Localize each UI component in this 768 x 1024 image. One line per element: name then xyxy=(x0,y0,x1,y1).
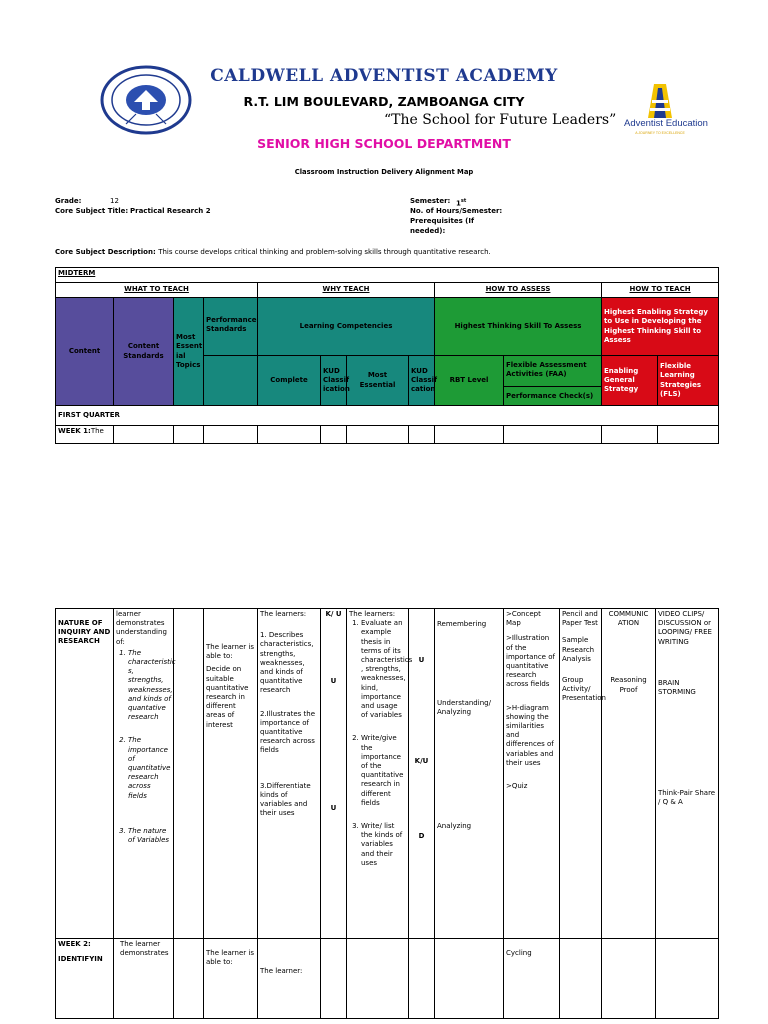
kud-classification-cell-1: K/ U U U xyxy=(321,609,347,939)
week-2-performance-cell: The learner is able to: xyxy=(204,939,258,1019)
performance-standards-header: Performance Standards xyxy=(204,298,258,356)
flexible-assessment-cell: >Concept Map >Illustration of the importance of quantitative research across fields >H-diagram showing the similarities and differences of variables and their uses >Quiz xyxy=(504,609,560,939)
performance-checks-cell: Pencil and Paper Test Sample Research Analysis Group Activity/ Presentation xyxy=(560,609,602,939)
subject-title-label: Core Subject Title: xyxy=(55,207,129,215)
essential-item-2: 2. Write/give the importance of the quantitative research in different fields xyxy=(361,734,406,808)
why-teach-header: WHY TEACH xyxy=(258,283,435,298)
semester-value: 1st xyxy=(456,198,467,208)
subject-description: Core Subject Description: This course develops critical thinking and problem-solving skills through quantitative research. xyxy=(55,248,491,256)
content-header: Content xyxy=(56,298,114,406)
first-quarter-label: FIRST QUARTER xyxy=(56,406,719,426)
performance-checks-header: Performance Check(s) xyxy=(506,391,594,400)
kud-classification-header-2: KUD Classif cation xyxy=(409,356,435,406)
week-detail-table xyxy=(55,608,719,1019)
essential-item-1: 1. Evaluate an example thesis in terms of its characteristics , strengths, weaknesses, kind, importance and usage of variables xyxy=(361,619,406,720)
enabling-general-strategy-header: Enabling General Strategy xyxy=(602,356,658,406)
most-essential-topics-header: Most Essent ial Topics xyxy=(174,298,204,406)
highest-enabling-strategy-header: Highest Enabling Strategy to Use in Developing the Highest Thinking Skill to Assess xyxy=(602,298,719,356)
std-item-2: 2. The importance of quantitative research across fields xyxy=(128,736,171,800)
week-2-cell: WEEK 2: IDENTIFYIN xyxy=(56,939,114,1019)
essential-item-3: 3. Write/ list the kinds of variables and their uses xyxy=(361,822,406,868)
std-item-1: 1. The characteristic s, strengths, weaknesses, and kinds of quantative research xyxy=(128,649,171,723)
performance-standards-lower xyxy=(204,356,258,406)
week-2-complete-cell: The learner: xyxy=(258,939,321,1019)
document-title: Classroom Instruction Delivery Alignment Map xyxy=(294,168,474,176)
prerequisites-label: Prerequisites (If xyxy=(410,217,475,225)
content-nature-of-inquiry: NATURE OF INQUIRY AND RESEARCH xyxy=(56,609,114,939)
content-standards-cell: learner demonstrates understanding of: 1. The characteristic s, strengths, weaknesses, and kinds of quantative research 2. The importance of quantitative research across fields 3. The nature of Variables xyxy=(114,609,174,939)
adventist-education-logo xyxy=(622,78,712,144)
faa-header: Flexible Assessment Activities (FAA) xyxy=(504,360,601,387)
how-to-teach-header: HOW TO TEACH xyxy=(602,283,719,298)
rbt-level-header: RBT Level xyxy=(435,356,504,406)
school-name: CALDWELL ADVENTIST ACADEMY xyxy=(210,66,558,86)
kud-classification-header-1: KUD Classif ication xyxy=(321,356,347,406)
svg-text:A JOURNEY TO EXCELLENCE: A JOURNEY TO EXCELLENCE xyxy=(635,131,685,135)
rbt-level-cell: Remembering Understanding/ Analyzing Analyzing xyxy=(435,609,504,939)
grade-label: Grade: xyxy=(55,197,82,205)
alignment-map-table xyxy=(55,267,719,444)
week-2-standards-cell: The learner demonstrates xyxy=(114,939,174,1019)
week-1-cell: WEEK 1:The xyxy=(56,426,114,444)
hours-label: No. of Hours/Semester: xyxy=(410,207,503,215)
performance-standards-cell: The learner is able to: Decide on suitable quantitative research in different areas of interest xyxy=(204,609,258,939)
semester-label: Semester: xyxy=(410,197,451,205)
grade-value: 12 xyxy=(110,197,119,205)
kud-classification-cell-2: U K/U D xyxy=(409,609,435,939)
complete-header: Complete xyxy=(258,356,321,406)
most-essential-competencies-cell: The learners: 1. Evaluate an example thesis in terms of its characteristics , strengths, weaknesses, kind, importance and usage of variables 2. Write/give the importance of the quantitative research in different fields 3. Write/ list the kinds of variables and their uses xyxy=(347,609,409,939)
school-motto: “The School for Future Leaders” xyxy=(384,112,617,128)
school-address: R.T. LIM BOULEVARD, ZAMBOANGA CITY xyxy=(243,94,525,109)
what-to-teach-header: WHAT TO TEACH xyxy=(56,283,258,298)
content-standards-header: Content Standards xyxy=(114,298,174,406)
subject-title-value: Practical Research 2 xyxy=(130,207,211,215)
learning-competencies-header: Learning Competencies xyxy=(258,298,435,356)
assessment-subheaders xyxy=(504,356,602,406)
flexible-learning-strategies-cell: VIDEO CLIPS/ DISCUSSION or LOOPING/ FREE WRITING BRAIN STORMING Think-Pair Share / Q & A xyxy=(656,609,719,939)
enabling-general-strategy-cell: COMMUNIC ATION Reasoning Proof xyxy=(602,609,656,939)
topics-cell xyxy=(174,609,204,939)
most-essential-header: Most Essential xyxy=(347,356,409,406)
prerequisites-label-2: needed): xyxy=(410,227,446,235)
how-to-assess-header: HOW TO ASSESS xyxy=(435,283,602,298)
midterm-label: MIDTERM xyxy=(56,268,719,283)
flexible-learning-strategies-header: Flexible Learning Strategies (FLS) xyxy=(658,356,719,406)
department-title: SENIOR HIGH SCHOOL DEPARTMENT xyxy=(257,136,511,151)
std-item-3: 3. The nature of Variables xyxy=(128,827,171,845)
highest-thinking-skill-header: Highest Thinking Skill To Assess xyxy=(435,298,602,356)
svg-text:Adventist Education: Adventist Education xyxy=(624,118,708,129)
week-2-assessment-cell: Cycling xyxy=(504,939,560,1019)
complete-competencies-cell: The learners: 1. Describes characteristics, strengths, weaknesses, and kinds of quantitative research 2.Illustrates the importance of quantitative research across fields 3.Differentiate kinds of variables and their uses xyxy=(258,609,321,939)
